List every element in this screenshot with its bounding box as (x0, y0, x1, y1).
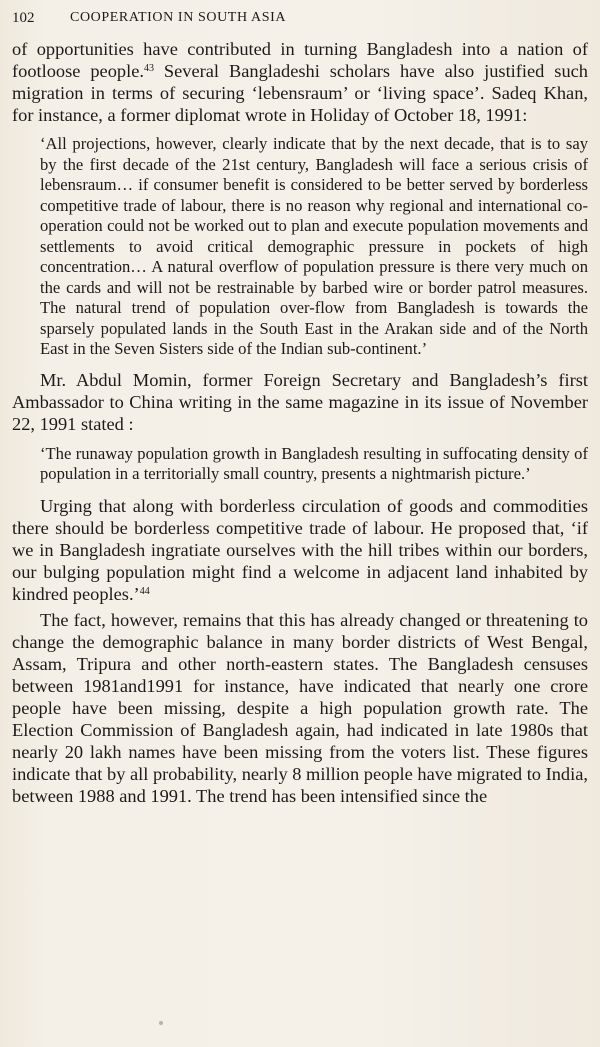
paragraph-2: Mr. Abdul Momin, former Foreign Secretary and Bangladesh’s first Ambassador to China writing in the same magazine in its issue of November 22, 1991 stated : (12, 369, 588, 434)
page-header (12, 10, 482, 32)
paragraph-4: The fact, however, remains that this has already changed or threatening to change the demographic balance in many border districts of West Bengal, Assam, Tripura and other north-eastern states. The Bangladesh censuses between 1981and1991 for instance, have indicated that nearly one crore people have been missing, despite a high population growth rate. The Election Commission of Bangladesh again, had indicated in late 1980s that nearly 20 lakh names have been missing from the voters list. These figures indicate that by all probability, nearly 8 million people have migrated to India, between 1988 and 1991. The trend has been intensified since the (12, 609, 588, 806)
paragraph-3-text: Urging that along with borderless circulation of goods and commodities there should be borderless competitive trade of labour. He proposed that, ‘if we in Bangladesh ingratiate ourselves with the hill tribes within our borders, our bulging population might find a welcome in adjacent land inhabited by kindred peoples.’ (12, 495, 588, 604)
page-number: 102 (12, 10, 35, 26)
footnote-ref-43: 43 (143, 63, 154, 74)
block-quote-sadeq-khan: ‘All projections, however, clearly indicate that by the next decade, that is to say by the first decade of the 21st century, Bangladesh will face a serious crisis of lebensraum… if consumer benefit is considered to be better served by borderless competitive trade of labour, there is no reason why regional and international co-operation could not be worked out to plan and execute population movements and settlements to avoid critical demographic pressure in pockets of high concentration… A natural overflow of population pressure is there very much on the cards and will not be restrainable by barbed wire or border patrol measures. The natural trend of population over-flow from Bangladesh is towards the sparsely populated lands in the South East in the Arakan side and of the North East in the Seven Sisters side of the Indian sub-continent.’ (40, 134, 588, 358)
paragraph-1-text: of opportunities have contributed in turning Bangladesh into a nation of footloose people. (12, 39, 588, 81)
running-head: COOPERATION IN SOUTH ASIA (70, 10, 287, 25)
paragraph-3 (12, 495, 588, 605)
body-text (12, 38, 588, 807)
paragraph-1-text-rest: Several Bangladeshi scholars have also justified such migration in terms of securing ‘lebensraum’ or ‘living space’. Sadeq Khan, for instance, a former diplomat wrote in Holiday of October 18, 1991: (12, 61, 588, 125)
footnote-ref-44: 44 (139, 585, 150, 597)
block-quote-abdul-momin: ‘The runaway population growth in Bangladesh resulting in suffocating density of population in a territorially small country, presents a nightmarish picture.’ (40, 443, 588, 483)
page-speck (159, 1021, 163, 1025)
paragraph-1 (12, 38, 588, 126)
